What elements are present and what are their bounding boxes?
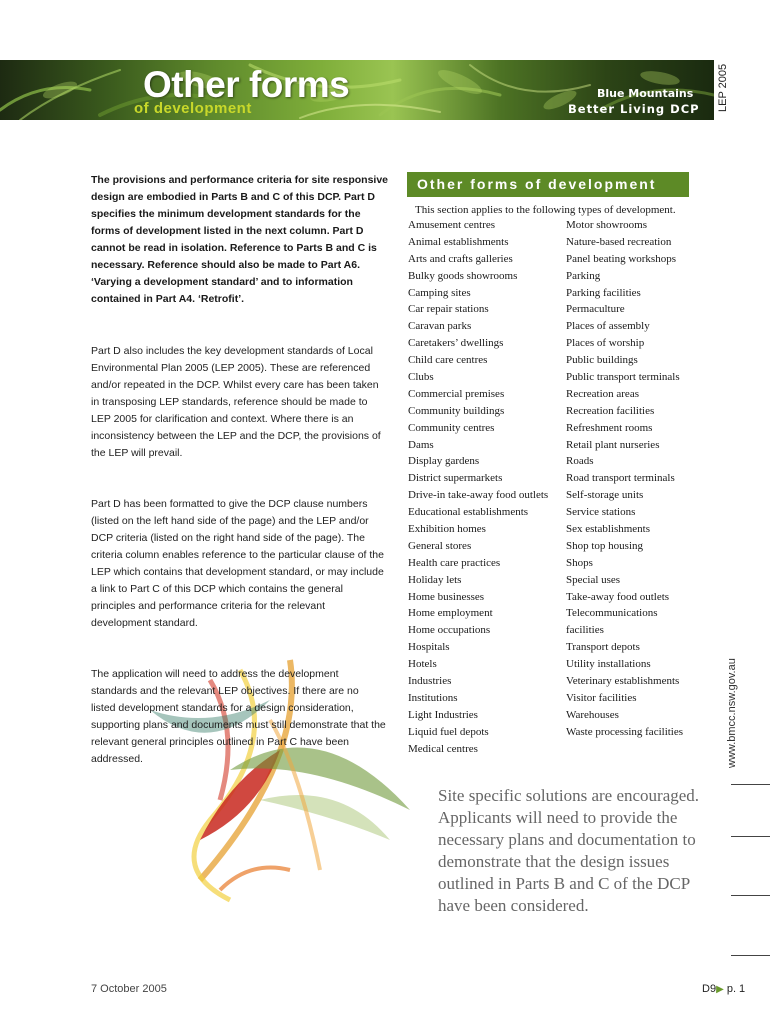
development-type-item: Parking	[566, 269, 601, 282]
development-type-item: Places of worship	[566, 337, 645, 350]
page-number	[702, 983, 745, 995]
development-type-item: Medical centres	[408, 742, 478, 755]
development-type-item: facilities	[566, 624, 604, 637]
development-type-item: Animal establishments	[408, 235, 509, 248]
pull-quote: Site specific solutions are encouraged. Applicants will need to provide the necessary plans and documentation to demonstrate that the design issues outlined in Parts B and C of the DCP have been considered.	[438, 786, 700, 915]
header-banner	[0, 60, 714, 120]
development-type-item: Nature-based recreation	[566, 235, 672, 248]
development-type-item: Caravan parks	[408, 320, 472, 333]
development-type-item: Arts and crafts galleries	[408, 252, 513, 265]
development-types-list-left	[408, 217, 548, 758]
page-label: p. 1	[726, 983, 746, 995]
section-code: D9	[702, 983, 717, 995]
development-type-item: Hotels	[408, 658, 437, 671]
lep-side-label: LEP 2005	[717, 63, 729, 112]
brand-name: Blue Mountains	[597, 87, 694, 100]
development-type-item: Light Industries	[408, 708, 478, 721]
development-type-item: Visitor facilities	[566, 691, 637, 704]
development-type-item: Parking facilities	[566, 286, 641, 299]
development-type-item: Home businesses	[408, 590, 485, 603]
development-type-item: Educational establishments	[408, 506, 529, 519]
development-type-item: Motor showrooms	[566, 219, 647, 231]
development-type-item: Panel beating workshops	[566, 252, 676, 265]
development-type-item: Community buildings	[408, 404, 505, 417]
development-type-item: Take-away food outlets	[566, 590, 670, 603]
development-type-item: Car repair stations	[408, 303, 489, 316]
development-type-item: Industries	[408, 675, 452, 688]
page-subtitle: of development	[134, 100, 252, 117]
development-type-item: Permaculture	[566, 303, 625, 316]
development-type-item: Camping sites	[408, 286, 471, 299]
footer-date: 7 October 2005	[91, 983, 167, 995]
development-type-item: Public buildings	[566, 354, 638, 367]
development-type-item: Institutions	[408, 691, 458, 704]
development-type-item: Home employment	[408, 607, 493, 620]
development-type-item: Amusement centres	[408, 219, 496, 231]
development-type-item: District supermarkets	[408, 472, 503, 485]
margin-rule	[731, 895, 770, 896]
margin-rule	[731, 955, 770, 956]
development-type-item: Self-storage units	[566, 489, 644, 502]
arrow-right-icon: ▶	[716, 984, 724, 995]
development-type-item: Places of assembly	[566, 320, 650, 333]
development-type-item: Dams	[408, 438, 434, 451]
development-type-item: Transport depots	[566, 641, 640, 654]
development-type-item: Holiday lets	[408, 573, 462, 586]
development-type-item: Caretakers’ dwellings	[408, 337, 504, 350]
development-types-list-right	[566, 217, 683, 741]
development-type-item: Clubs	[408, 371, 434, 384]
development-type-item: Home occupations	[408, 624, 491, 637]
section-intro: This section applies to the following types of development.	[415, 204, 676, 216]
development-type-item: Road transport terminals	[566, 472, 675, 485]
development-type-item: Retail plant nurseries	[566, 438, 660, 451]
development-type-item: Hospitals	[408, 641, 450, 654]
development-type-item: Drive-in take-away food outlets	[408, 489, 549, 502]
development-type-item: Special uses	[566, 573, 621, 586]
development-type-item: Service stations	[566, 506, 636, 519]
margin-rule	[731, 784, 770, 785]
development-type-item: Roads	[566, 455, 594, 468]
development-type-item: Refreshment rooms	[566, 421, 653, 434]
development-type-item: Display gardens	[408, 455, 480, 468]
development-type-item: Warehouses	[566, 708, 619, 721]
development-type-item: Utility installations	[566, 658, 651, 671]
development-type-item: Veterinary establishments	[566, 675, 680, 688]
development-type-item: Public transport terminals	[566, 371, 680, 384]
development-type-item: Shop top housing	[566, 539, 644, 552]
body-paragraph: The application will need to address the development standards and the relevant LEP objectives. If there are no listed development standards for a design consideration, supporting plans and documents must still demonstrate that the relevant general principles outlined in Part C have been addressed.	[91, 668, 386, 765]
margin-rule	[731, 836, 770, 837]
development-type-item: Health care practices	[408, 556, 501, 569]
development-type-item: Commercial premises	[408, 387, 505, 400]
page-title: Other forms	[143, 64, 350, 105]
body-paragraph: Part D has been formatted to give the DCP clause numbers (listed on the left hand side of the page) and the LEP and/or DCP criteria (listed on the right hand side of the page). The criteria column enables reference to the particular clause of the LEP which contains that development standard, or may include a link to Part C of this DCP which contains the general principles and performance criteria for the relevant development standard.	[91, 498, 384, 629]
website-url: www.bmcc.nsw.gov.au	[726, 658, 738, 768]
development-type-item: Telecommunications	[566, 607, 658, 620]
intro-paragraph: The provisions and performance criteria for site responsive design are embodied in Parts B and C of this DCP. Part D specifies the minimum development standards for the forms of development listed in the next column. Part D cannot be read in isolation. Reference to Parts B and C is necessary. Reference should also be made to Part A6. ‘Varying a development standard’ and to information contained in Part A4. ‘Retrofit’.	[91, 174, 389, 305]
development-type-item: Community centres	[408, 421, 495, 434]
development-type-item: Child care centres	[408, 354, 488, 367]
body-paragraph: Part D also includes the key development standards of Local Environmental Plan 2005 (LEP 2005). These are referenced and/or repeated in the DCP. Whilst every care has been taken in transposing LEP standards, reference should be made to LEP 2005 for clarification and context. Where there is an inconsistency between the LEP and the DCP, the provisions of the LEP will prevail.	[91, 345, 381, 459]
development-type-item: Exhibition homes	[408, 523, 486, 536]
brand-tagline: Better Living DCP	[568, 102, 700, 116]
development-type-item: Recreation facilities	[566, 404, 655, 417]
development-type-item: Sex establishments	[566, 523, 651, 536]
development-type-item: General stores	[408, 539, 472, 552]
development-type-item: Waste processing facilities	[566, 725, 684, 738]
development-type-item: Recreation areas	[566, 387, 639, 400]
section-heading: Other forms of development	[407, 172, 689, 197]
development-type-item: Shops	[566, 556, 593, 569]
development-type-item: Liquid fuel depots	[408, 725, 489, 738]
development-type-item: Bulky goods showrooms	[408, 269, 518, 282]
